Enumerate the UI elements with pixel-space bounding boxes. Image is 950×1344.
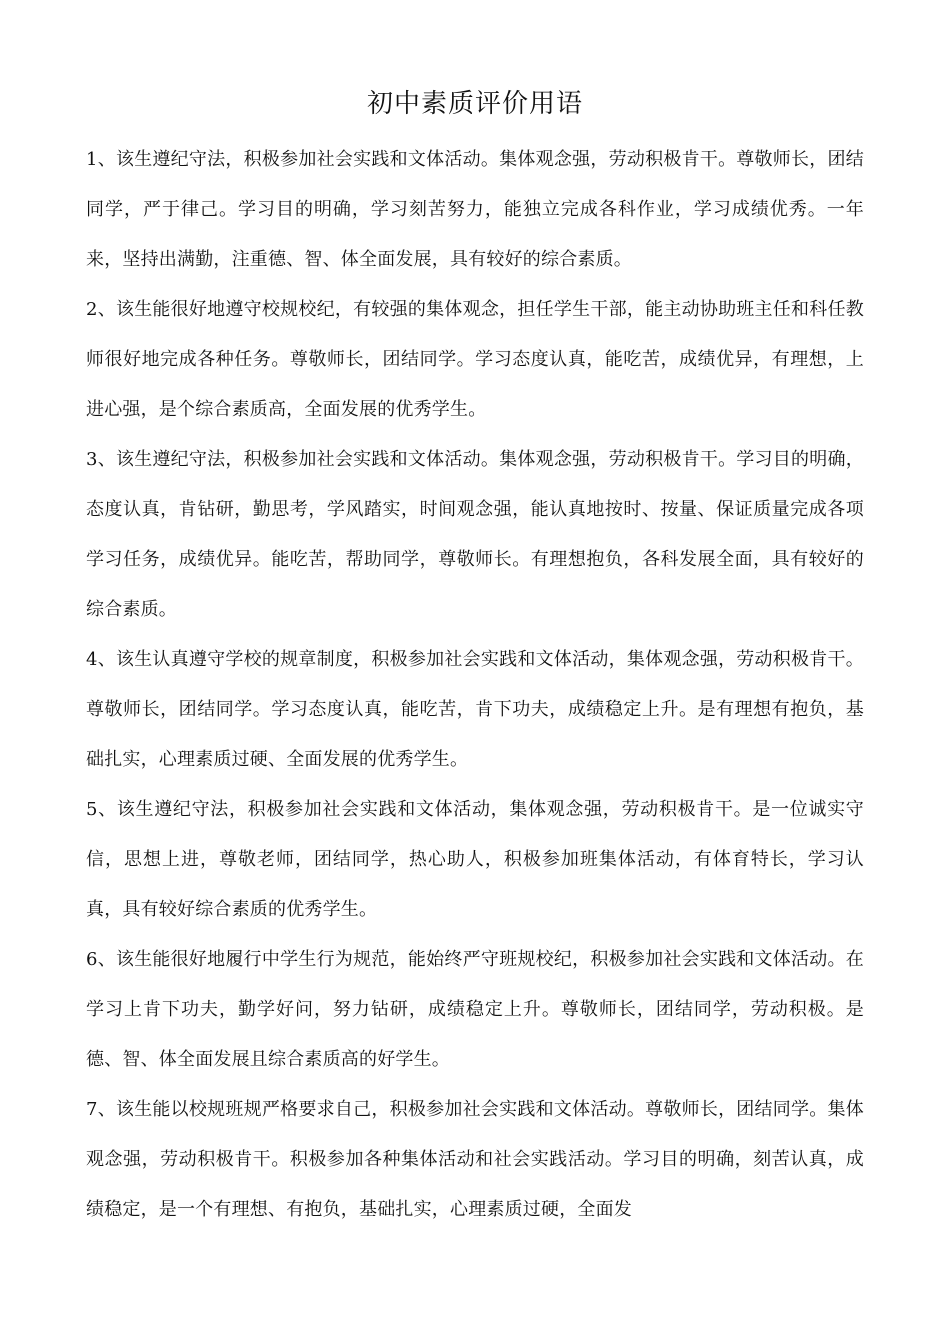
evaluation-paragraph-5: 5、该生遵纪守法，积极参加社会实践和文体活动，集体观念强，劳动积极肯干。是一位诚实守信，思想上进，尊敬老师，团结同学，热心助人，积极参加班集体活动，有体育特长，学习认真，具有较好综合素质的优秀学生。 xyxy=(86,799,864,920)
evaluation-paragraph-2: 2、该生能很好地遵守校规校纪，有较强的集体观念，担任学生干部，能主动协助班主任和科任教师很好地完成各种任务。尊敬师长，团结同学。学习态度认真，能吃苦，成绩优异，有理想，上进心强，是个综合素质高，全面发展的优秀学生。 xyxy=(86,299,864,420)
evaluation-paragraph-7: 7、该生能以校规班规严格要求自己，积极参加社会实践和文体活动。尊敬师长，团结同学。集体观念强，劳动积极肯干。积极参加各种集体活动和社会实践活动。学习目的明确，刻苦认真，成绩稳定，是一个有理想、有抱负，基础扎实，心理素质过硬，全面发 xyxy=(86,1099,864,1220)
evaluation-paragraph-3: 3、该生遵纪守法，积极参加社会实践和文体活动。集体观念强，劳动积极肯干。学习目的明确，态度认真，肯钻研，勤思考，学风踏实，时间观念强，能认真地按时、按量、保证质量完成各项学习任务，成绩优异。能吃苦，帮助同学，尊敬师长。有理想抱负，各科发展全面，具有较好的综合素质。 xyxy=(86,449,864,620)
evaluation-paragraph-4: 4、该生认真遵守学校的规章制度，积极参加社会实践和文体活动，集体观念强，劳动积极肯干。尊敬师长，团结同学。学习态度认真，能吃苦，肯下功夫，成绩稳定上升。是有理想有抱负，基础扎实，心理素质过硬、全面发展的优秀学生。 xyxy=(86,649,864,770)
document-title: 初中素质评价用语 xyxy=(366,89,583,119)
evaluation-paragraph-1: 1、该生遵纪守法，积极参加社会实践和文体活动。集体观念强，劳动积极肯干。尊敬师长，团结同学，严于律己。学习目的明确，学习刻苦努力，能独立完成各科作业，学习成绩优秀。一年来，坚持出满勤，注重德、智、体全面发展，具有较好的综合素质。 xyxy=(86,149,864,270)
evaluation-paragraph-6: 6、该生能很好地履行中学生行为规范，能始终严守班规校纪，积极参加社会实践和文体活动。在学习上肯下功夫，勤学好问，努力钻研，成绩稳定上升。尊敬师长，团结同学，劳动积极。是德、智、体全面发展且综合素质高的好学生。 xyxy=(86,949,864,1070)
